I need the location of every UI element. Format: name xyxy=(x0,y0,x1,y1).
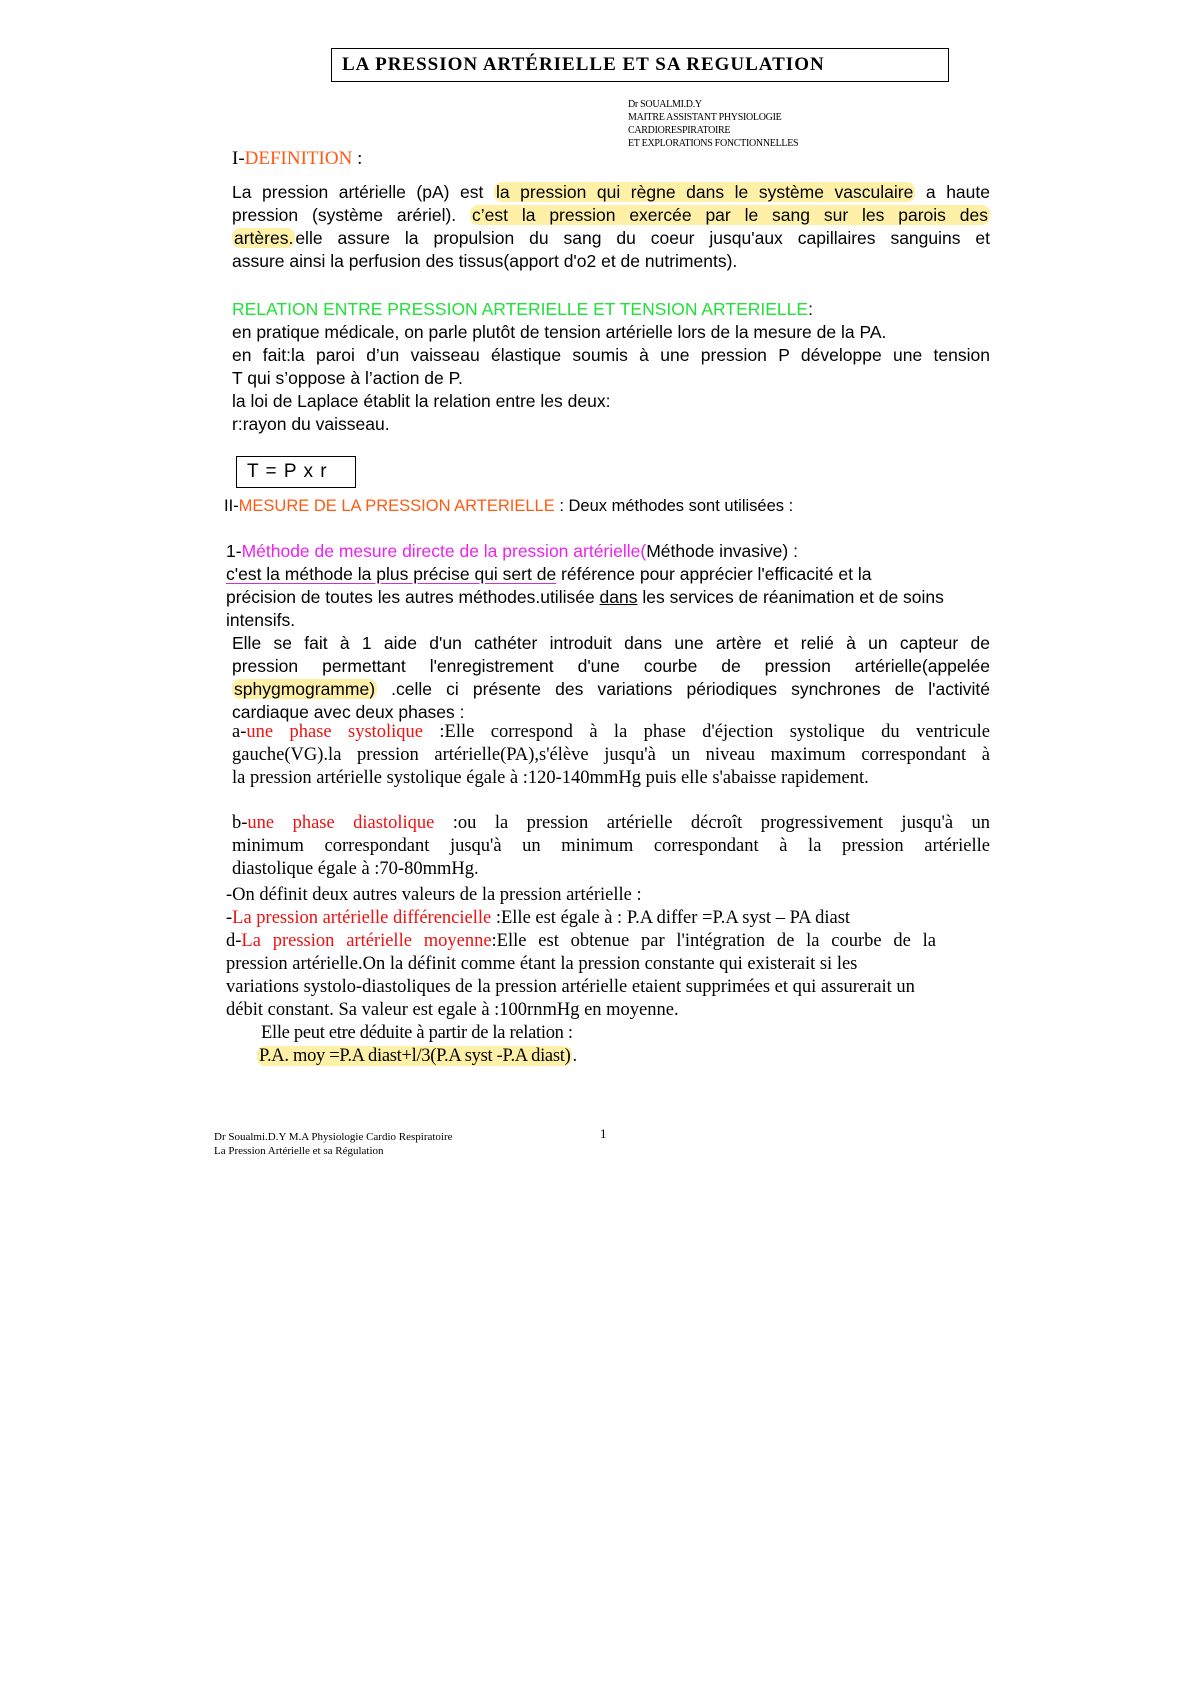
relation-text: T qui s’oppose à l’action de P. xyxy=(232,368,463,388)
diff-pressure-text: :Elle est égale à : P.A differ =P.A syst – PA diast xyxy=(491,908,851,928)
section-2-heading xyxy=(224,497,793,516)
mean-pressure-formula: P.A. moy =P.A diast+l/3(P.A syst -P.A diast) xyxy=(259,1046,571,1066)
method-1-text: référence pour apprécier l'efficacité et la xyxy=(556,564,872,584)
method-1-text: les services de réanimation et de soins xyxy=(637,587,944,607)
definition-text: elle assure la propulsion du sang du coeur jusqu'aux capillaires sanguins et xyxy=(295,228,990,248)
phase-a-paragraph xyxy=(232,721,990,790)
mean-pressure-heading: La pression artérielle moyenne xyxy=(241,931,492,951)
phase-b-heading: une phase diastolique xyxy=(247,813,435,833)
method-1-paragraph xyxy=(226,540,986,632)
diff-pressure-heading: La pression artérielle différencielle xyxy=(232,908,492,928)
relation-text: en pratique médicale, on parle plutôt de tension artérielle lors de la mesure de la PA. xyxy=(232,322,887,342)
method-1-heading: Méthode de mesure directe de la pression artérielle( xyxy=(241,541,647,561)
relation-colon: : xyxy=(808,299,813,319)
phase-b-text: :ou la pression artérielle décroît progressivement jusqu'à un xyxy=(434,813,991,833)
mean-pressure-formula-end: . xyxy=(572,1046,577,1066)
footer-title: La Pression Artérielle et sa Régulation xyxy=(214,1145,384,1157)
phase-b-paragraph xyxy=(232,812,990,881)
method-1-text: .celle ci présente des variations périodiques synchrones de l'activité xyxy=(377,679,990,699)
phase-a-heading: une phase systolique xyxy=(246,722,424,742)
definition-text: a haute xyxy=(915,182,990,202)
author-title-line-3: ET EXPLORATIONS FONCTIONNELLES xyxy=(628,138,799,149)
author-title-line-1: MAITRE ASSISTANT PHYSIOLOGIE xyxy=(628,112,782,123)
method-1-text: cardiaque avec deux phases : xyxy=(232,702,465,722)
definition-highlight: artères. xyxy=(234,228,294,248)
footer-author: Dr Soualmi.D.Y M.A Physiologie Cardio Respiratoire xyxy=(214,1131,453,1143)
author-block xyxy=(628,98,798,150)
relation-text: r:rayon du vaisseau. xyxy=(232,414,390,434)
other-values-block xyxy=(226,884,966,1068)
relation-heading: RELATION ENTRE PRESSION ARTERIELLE ET TENSION ARTERIELLE xyxy=(232,299,809,319)
phase-a-text: gauche(VG).la pression artérielle(PA),s'élève jusqu'à un niveau maximum correspondant à xyxy=(232,745,990,765)
method-1-text: pression permettant l'enregistrement d'une courbe de pression artérielle(appelée xyxy=(232,656,990,676)
definition-highlight: la pression qui règne dans le système vasculaire xyxy=(495,182,914,202)
other-values-intro: -On définit deux autres valeurs de la pression artérielle : xyxy=(226,885,642,905)
mean-pressure-text: pression artérielle.On la définit comme étant la pression constante qui existerait si les xyxy=(226,954,858,974)
relation-text: en fait:la paroi d’un vaisseau élastique soumis à une pression P développe une tension xyxy=(232,345,990,365)
definition-paragraph xyxy=(232,181,990,273)
mean-pressure-text: :Elle est obtenue par l'intégration de la courbe de la xyxy=(491,931,936,951)
section-2-subtitle: : Deux méthodes sont utilisées : xyxy=(554,497,794,515)
section-1-suffix: : xyxy=(352,148,363,169)
mean-pressure-relation-intro: Elle peut etre déduite à partir de la relation : xyxy=(261,1023,573,1043)
method-1-description xyxy=(232,632,990,724)
section-1-title: DEFINITION xyxy=(244,148,353,169)
method-1-text: intensifs. xyxy=(226,610,296,630)
footer xyxy=(214,1130,453,1158)
method-1-text-underlined: dans xyxy=(599,587,638,607)
page-number: 1 xyxy=(600,1126,607,1141)
definition-highlight: c’est la pression exercée par le sang sur les parois des xyxy=(472,205,988,225)
mean-pressure-text: variations systolo-diastoliques de la pression artérielle etaient supprimées et qui assurerait un xyxy=(226,977,915,997)
method-1-text-underlined: c'est la méthode la plus précise qui sert de xyxy=(226,564,557,584)
method-1-prefix: 1- xyxy=(226,541,242,561)
method-1-highlight: sphygmogramme) xyxy=(234,679,376,699)
phase-a-text: :Elle correspond à la phase d'éjection systolique du ventricule xyxy=(423,722,990,742)
laplace-formula: T = P x r xyxy=(236,456,356,488)
phase-b-text: diastolique égale à :70-80mmHg. xyxy=(232,859,479,879)
diff-pressure-prefix: - xyxy=(226,908,233,928)
definition-text: assure ainsi la perfusion des tissus(apport d'o2 et de nutriments). xyxy=(232,251,738,271)
phase-a-prefix: a- xyxy=(232,722,247,742)
method-1-heading-rest: Méthode invasive) : xyxy=(646,541,798,561)
section-2-title: MESURE DE LA PRESSION ARTERIELLE xyxy=(238,497,555,515)
author-name: Dr SOUALMI.D.Y xyxy=(628,99,702,110)
definition-text: pression (système arériel). xyxy=(232,205,471,225)
relation-paragraph xyxy=(232,298,990,436)
document-title: LA PRESSION ARTÉRIELLE ET SA REGULATION xyxy=(331,48,949,82)
section-1-heading xyxy=(232,148,362,170)
author-title-line-2: CARDIORESPIRATOIRE xyxy=(628,125,731,136)
phase-b-text: minimum correspondant jusqu'à un minimum correspondant à la pression artérielle xyxy=(232,836,990,856)
section-1-prefix: I- xyxy=(232,148,245,169)
method-1-text: Elle se fait à 1 aide d'un cathéter introduit dans une artère et relié à un capteur de xyxy=(232,633,990,653)
relation-text: la loi de Laplace établit la relation entre les deux: xyxy=(232,391,611,411)
section-2-prefix: II- xyxy=(224,497,239,515)
mean-pressure-text: débit constant. Sa valeur est egale à :100rnmHg en moyenne. xyxy=(226,1000,679,1020)
phase-b-prefix: b- xyxy=(232,813,248,833)
definition-text: La pression artérielle (pA) est xyxy=(232,182,494,202)
mean-pressure-prefix: d- xyxy=(226,931,242,951)
method-1-text: précision de toutes les autres méthodes.utilisée xyxy=(226,587,600,607)
phase-a-text: la pression artérielle systolique égale à :120-140mmHg puis elle s'abaisse rapidement. xyxy=(232,768,869,788)
